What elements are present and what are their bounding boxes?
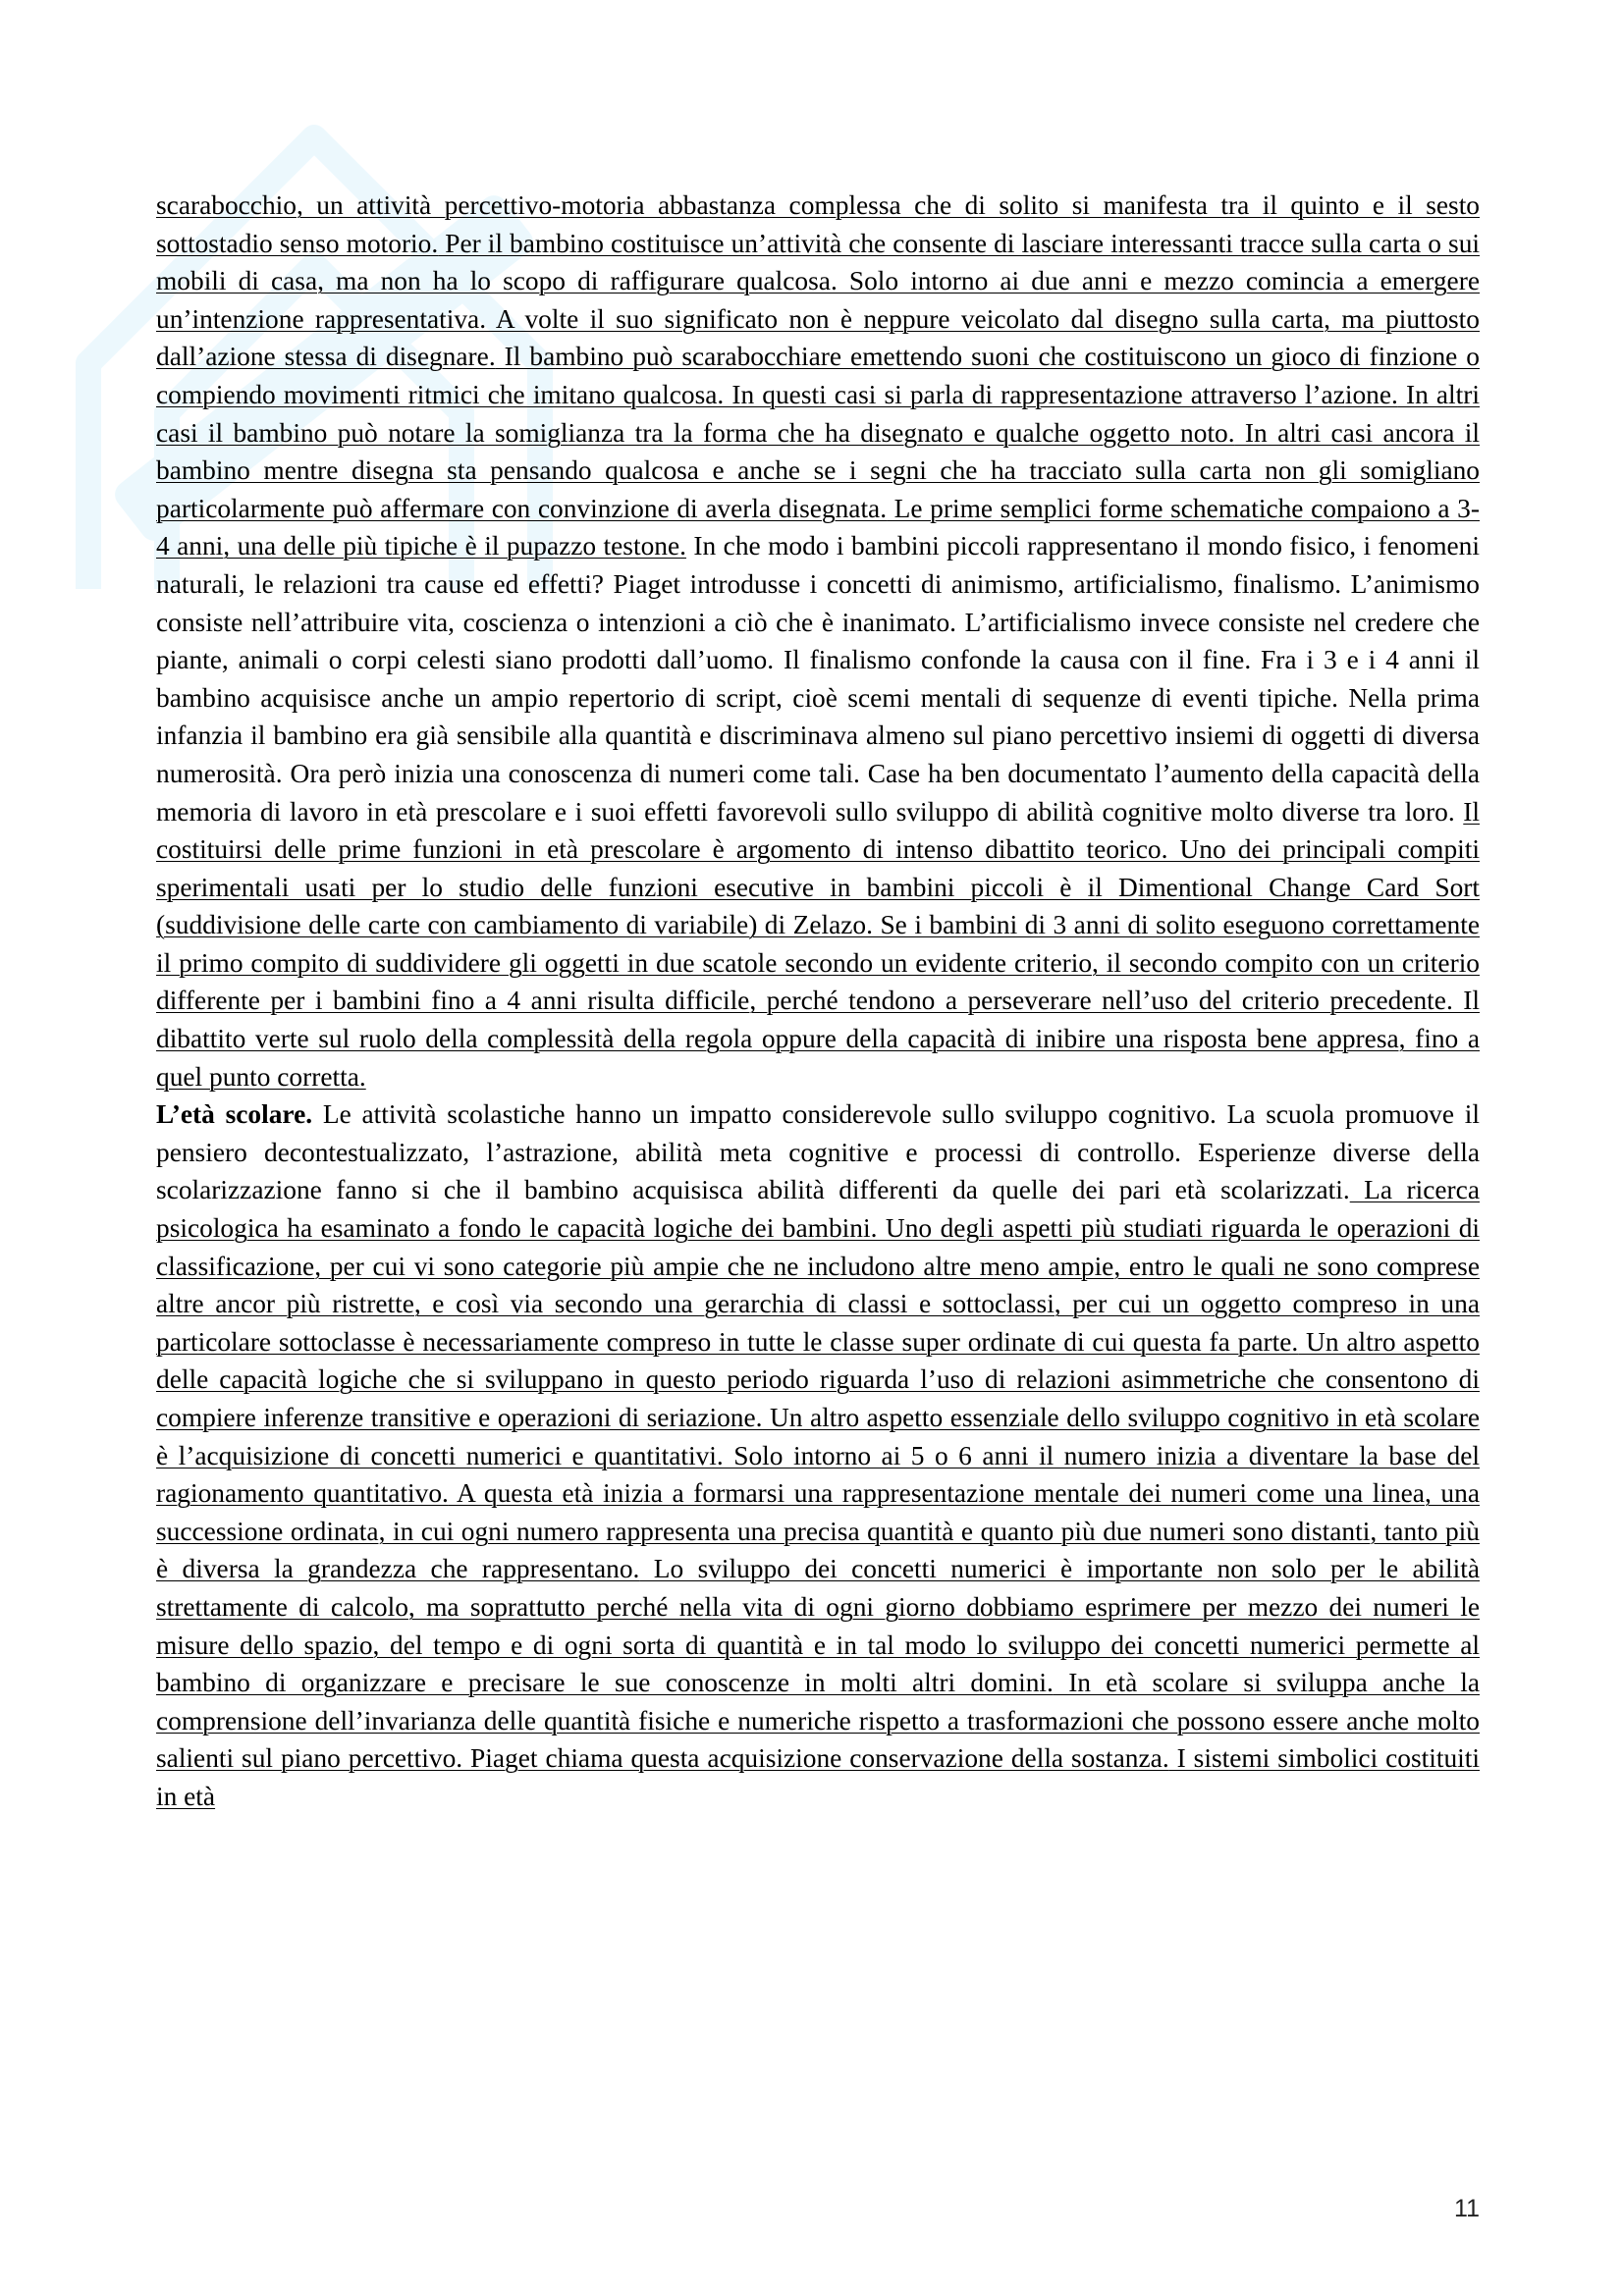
paragraph: [156, 1095, 1480, 1815]
text-segment: In altri casi ancora il bambino mentre disegna sta pensando qualcosa e anche se i segni che ha tracciato sulla carta non gli somigliano particolarmente può affermare con convinzione di averla disegnata.: [156, 417, 1480, 523]
text-segment: A questa età inizia a formarsi una rappresentazione mentale dei numeri come una linea, una successione ordinata, in cui ogni numero rappresenta una precisa quantità e quanto più due numeri sono distanti, tanto più è diversa la grandezza che rappresentano.: [156, 1478, 1480, 1584]
text-segment: Le prime semplici forme schematiche compaiono a 3-4 anni, una delle più tipiche è il pupazzo testone.: [156, 493, 1480, 561]
document-body: [156, 187, 1480, 1816]
text-segment: Le attività scolastiche hanno un impatto considerevole sullo sviluppo cognitivo. La scuola promuove il pensiero decontestualizzato, l’astrazione, abilità meta cognitive e processi di controllo. Esperienze diverse della scolarizzazione fanno si che il bambino acquisisca abilità differenti da quelle dei pari età scolarizzati.: [156, 1099, 1480, 1205]
section-heading: L’età scolare.: [156, 1099, 313, 1130]
text-segment: Il bambino può scarabocchiare emettendo suoni che costituiscono un gioco di finzione o compiendo movimenti ritmici che imitano qualcosa. In questi casi si parla di rappresentazione attraverso l’azione.: [156, 342, 1481, 409]
text-segment: In età scolare si sviluppa anche la comprensione dell’invarianza delle quantità fisiche e numeriche rispetto a trasformazioni che possono essere anche molto salienti sul piano percettivo. Piaget chiama questa acquisizione conservazione della sostanza.: [156, 1668, 1480, 1774]
text-segment: I sistemi simbolici costituiti in età: [156, 1743, 1480, 1811]
text-segment: Il costituirsi delle prime funzioni in età prescolare è argomento di intenso dibattito teorico. Uno dei principali compiti sperimentali usati per lo studio delle funzioni esecutive in bambini piccoli è il Dimentional Change Card Sort (suddivisione delle carte con cambiamento di variabile) di Zelazo. Se i bambini di 3 anni di solito eseguono correttamente il primo compito di suddividere gli oggetti in due scatole secondo un evidente criterio, il secondo compito con un criterio differente per i bambini fino a 4 anni risulta difficile, perché tendono a perseverare nell’uso del criterio precedente. Il dibattito verte sul ruolo della complessità della regola oppure della capacità di inibire una risposta bene appresa, fino a quel punto corretta.: [156, 796, 1480, 1092]
text-segment: Un altro aspetto essenziale dello sviluppo cognitivo in età scolare è l’acquisizione di concetti numerici e quantitativi. Solo intorno ai 5 o 6 anni il numero inizia a diventare la base del ragionamento quantitativo.: [156, 1403, 1480, 1509]
text-segment: In altri casi il bambino può notare la somiglianza tra la forma che ha disegnato e qualche oggetto noto.: [156, 379, 1480, 448]
page-number: 11: [1454, 2195, 1480, 2222]
paragraph: [156, 187, 1480, 1095]
text-segment: Lo sviluppo dei concetti numerici è importante non solo per le abilità strettamente di calcolo, ma soprattutto perché nella vita di ogni giorno dobbiamo esprimere per mezzo dei numeri le misure dello spazio, del tempo e di ogni sorta di quantità e in tal modo lo sviluppo dei concetti numerici permette al bambino di organizzare e precisare le sue conoscenze in molti altri domini.: [156, 1554, 1480, 1698]
text-segment: In che modo i bambini piccoli rappresentano il mondo fisico, i fenomeni naturali, le relazioni tra cause ed effetti? Piaget introdusse i concetti di animismo, artificialismo, finalismo. L’animismo consiste nell’attribuire vita, coscienza o intenzioni a ciò che è inanimato. L’artificialismo invece consiste nel credere che piante, animali o corpi celesti siano prodotti dall’uomo. Il finalismo confonde la causa con il fine. Fra i 3 e i 4 anni il bambino acquisisce anche un ampio repertorio di script, cioè scemi mentali di sequenze di eventi tipiche. Nella prima infanzia il bambino era già sensibile alla quantità e discriminava almeno sul piano percettivo insiemi di oggetti di diversa numerosità. Ora però inizia una conoscenza di numeri come tali. Case ha ben documentato l’aumento della capacità della memoria di lavoro in età prescolare e i suoi effetti favorevoli sullo sviluppo di abilità cognitive molto diverse tra loro.: [156, 531, 1480, 827]
text-segment: La ricerca psicologica ha esaminato a fondo le capacità logiche dei bambini. Uno degli aspetti più studiati riguarda le operazioni di classificazione, per cui vi sono categorie più ampie che ne includono altre meno ampie, entro le quali ne sono comprese altre ancor più ristrette, e così via secondo una gerarchia di classi e sottoclassi, per cui un oggetto compreso in una particolare sottoclasse è necessariamente compreso in tutte le classe super ordinate di cui questa fa parte.: [156, 1175, 1480, 1357]
text-segment: Per il bambino costituisce un’attività che consente di lasciare interessanti tracce sulla carta o sui mobili di casa, ma non ha lo scopo di raffigurare qualcosa. Solo intorno ai due anni e mezzo comincia a emergere un’intenzione rappresentativa. A volte il suo significato non è neppure veicolato dal disegno sulla carta, ma piuttosto dall’azione stessa di disegnare.: [156, 228, 1480, 372]
text-segment: scarabocchio, un attività percettivo-motoria abbastanza complessa che di solito si manifesta tra il quinto e il sesto sottostadio senso motorio.: [156, 190, 1480, 258]
text-segment: Un altro aspetto delle capacità logiche che si sviluppano in questo periodo riguarda l’uso di relazioni asimmetriche che consentono di compiere inferenze transitive e operazioni di seriazione.: [156, 1326, 1480, 1432]
